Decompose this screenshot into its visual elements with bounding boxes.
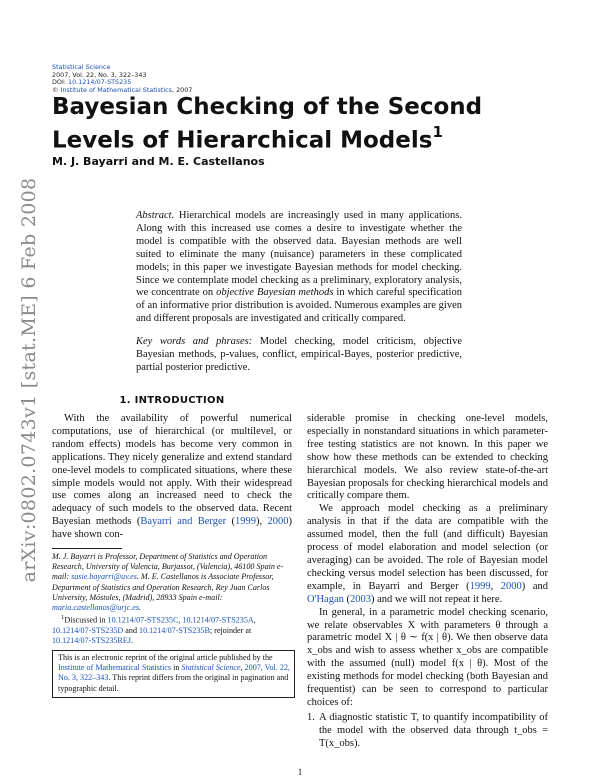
email-link[interactable]: maria.castellanos@urjc.es — [52, 603, 140, 613]
citation-year-link[interactable]: 2000 — [267, 516, 289, 528]
paragraph: In general, in a parametric model checking scenario, we relate observables X with parameters θ through a parametric model X | θ ∼ f(x | θ). We then observe data x_obs and wish to assess whether x_obs are compatible with the assumed (null) model f(x | θ). Most of the existing methods for model checking (both Bayesian and frequentist) can be seen to correspond to particular choices of: — [307, 606, 548, 708]
journal-meta — [52, 64, 192, 94]
discussion-link[interactable]: 10.1214/07-STS235B — [139, 626, 210, 636]
list-item: 1. A diagnostic statistic T, to quantify incompatibility of the model with the observed data through t_obs = T(x_obs). — [307, 711, 548, 749]
paragraph: We approach model checking as a preliminary analysis in that if the data are compatible with the assumed model, then the full (and difficult) Bayesian process of model elaboration and model selection (or averaging) can be avoided. The role of Bayesian model checking versus model selection has been discussed, for example, in Bayarri and Berger (1999, 2000) and O'Hagan (2003) and we will not repeat it here. — [307, 503, 548, 605]
ims-link[interactable]: Institute of Mathematical Statistics — [58, 663, 172, 673]
rejoinder-link[interactable]: 10.1214/07-STS235REJ — [52, 636, 131, 646]
discussion-link[interactable]: 10.1214/07-STS235D — [52, 626, 124, 636]
journal-name[interactable]: Statistical Science — [52, 63, 111, 71]
authors: M. J. Bayarri and M. E. Castellanos — [52, 155, 265, 168]
abstract: Abstract. Hierarchical models are increasingly used in many applications. Along with this increased use comes a desire to investigate whether the model is compatible with the observed data. Bayesian methods are well suited to eliminate the many (nuisance) parameters in these complicated models; in this paper we investigate Bayesian methods for model checking. Since we contemplate model checking as a preliminary, exploratory analysis, we concentrate on objective Bayesian methods in which careful specification of an informative prior distribution is avoided. Numerous examples are given and different proposals are investigated and critically compared. — [136, 210, 462, 325]
paper-title: Bayesian Checking of the Second Levels of Hierarchical Models$^1$ — [52, 94, 483, 154]
journal-link[interactable]: Statistical Science — [181, 663, 241, 673]
doi-link[interactable]: 10.1214/07-STS235 — [68, 78, 132, 87]
citation-link[interactable]: O'Hagan — [307, 593, 344, 605]
paragraph: siderable promise in checking one-level models, especially in nonstandard situations in which parameter-free testing statistics are not known. In this paper we show how these methods can be extended to checking hierarchical models. We also review state-of-the-art Bayesian proposals for checking hierarchical models and critically compare them. — [307, 413, 548, 502]
keywords-label: Key words and phrases: — [136, 336, 253, 347]
discussion-link[interactable]: 10.1214/07-STS235C — [107, 615, 179, 625]
volume-link[interactable]: 2007, Vol. 22, No. 3, 322–343 — [58, 663, 290, 683]
keywords: Key words and phrases: Model checking, model criticism, objective Bayesian methods, p-values, conflict, empirical-Bayes, posterior predictive, partial posterior predictive. — [136, 336, 463, 373]
section-heading: 1. INTRODUCTION — [119, 395, 225, 406]
discussion-link[interactable]: 10.1214/07-STS235A — [182, 615, 254, 625]
footnote-rule — [52, 548, 122, 549]
reprint-notice: This is an electronic reprint of the original article published by the Institute of Mathematical Statistics in Statistical Science, 2007, Vol. 22, No. 3, 322–343. This reprint differs from the original in pagination and typographic detail. — [52, 650, 295, 698]
author-footnote: M. J. Bayarri is Professor, Department of Statistics and Operation Research, University of Valencia, Burjassot, (Valencia), 46100 Spain e-mail: susie.bayarri@uv.es. M. E. Castellanos is Associate Professor, Department of Statistics and Operation Research, Rey Juan Carlos University, Móstoles, (Madrid), 28933 Spain e-mail: maria.castellanos@urjc.es. $^1$Discussed in 10.1214/07-STS235C, 10.1214/07-STS235A, 10.1214/07-STS235D and 10.1214/07-STS235B; rejoinder at 10.1214/07-STS235REJ. — [52, 552, 284, 646]
ims-link[interactable]: Institute of Mathematical Statistics — [60, 85, 172, 94]
doi-line: DOI: 10.1214/07-STS235 — [52, 78, 132, 87]
citation-year-link[interactable]: 1999 — [469, 580, 491, 592]
citation-year-link[interactable]: 1999 — [234, 516, 256, 528]
email-link[interactable]: susie.bayarri@uv.es — [71, 572, 137, 582]
copyright-line: © Institute of Mathematical Statistics, 2007 — [52, 85, 193, 94]
arxiv-stamp: arXiv:0802.0743v1 [stat.ME] 6 Feb 2008 — [18, 177, 40, 583]
citation-year-link[interactable]: 2003 — [350, 593, 372, 605]
title-footnote-mark: 1 — [432, 123, 443, 141]
page-number: 1 — [297, 767, 303, 777]
citation-link[interactable]: Bayarri and Berger — [140, 516, 227, 528]
intro-right-column — [307, 413, 548, 751]
list — [307, 712, 548, 751]
intro-left-column: With the availability of powerful numerical computations, use of hierarchical (or multilevel, or random effects) models has become very common in applications. They nicely generalize and extend standard one-level models to complicated situations, where these simple models would not apply. With their widespread use comes along an increased need to check the adequacy of such models to the observed data. Recent Bayesian methods (Bayarri and Berger (1999), 2000) have shown con- — [52, 413, 292, 541]
volume-line: 2007, Vol. 22, No. 3, 322–343 — [52, 70, 147, 79]
abstract-label: Abstract. — [136, 210, 175, 221]
citation-year-link[interactable]: 2000 — [500, 580, 522, 592]
